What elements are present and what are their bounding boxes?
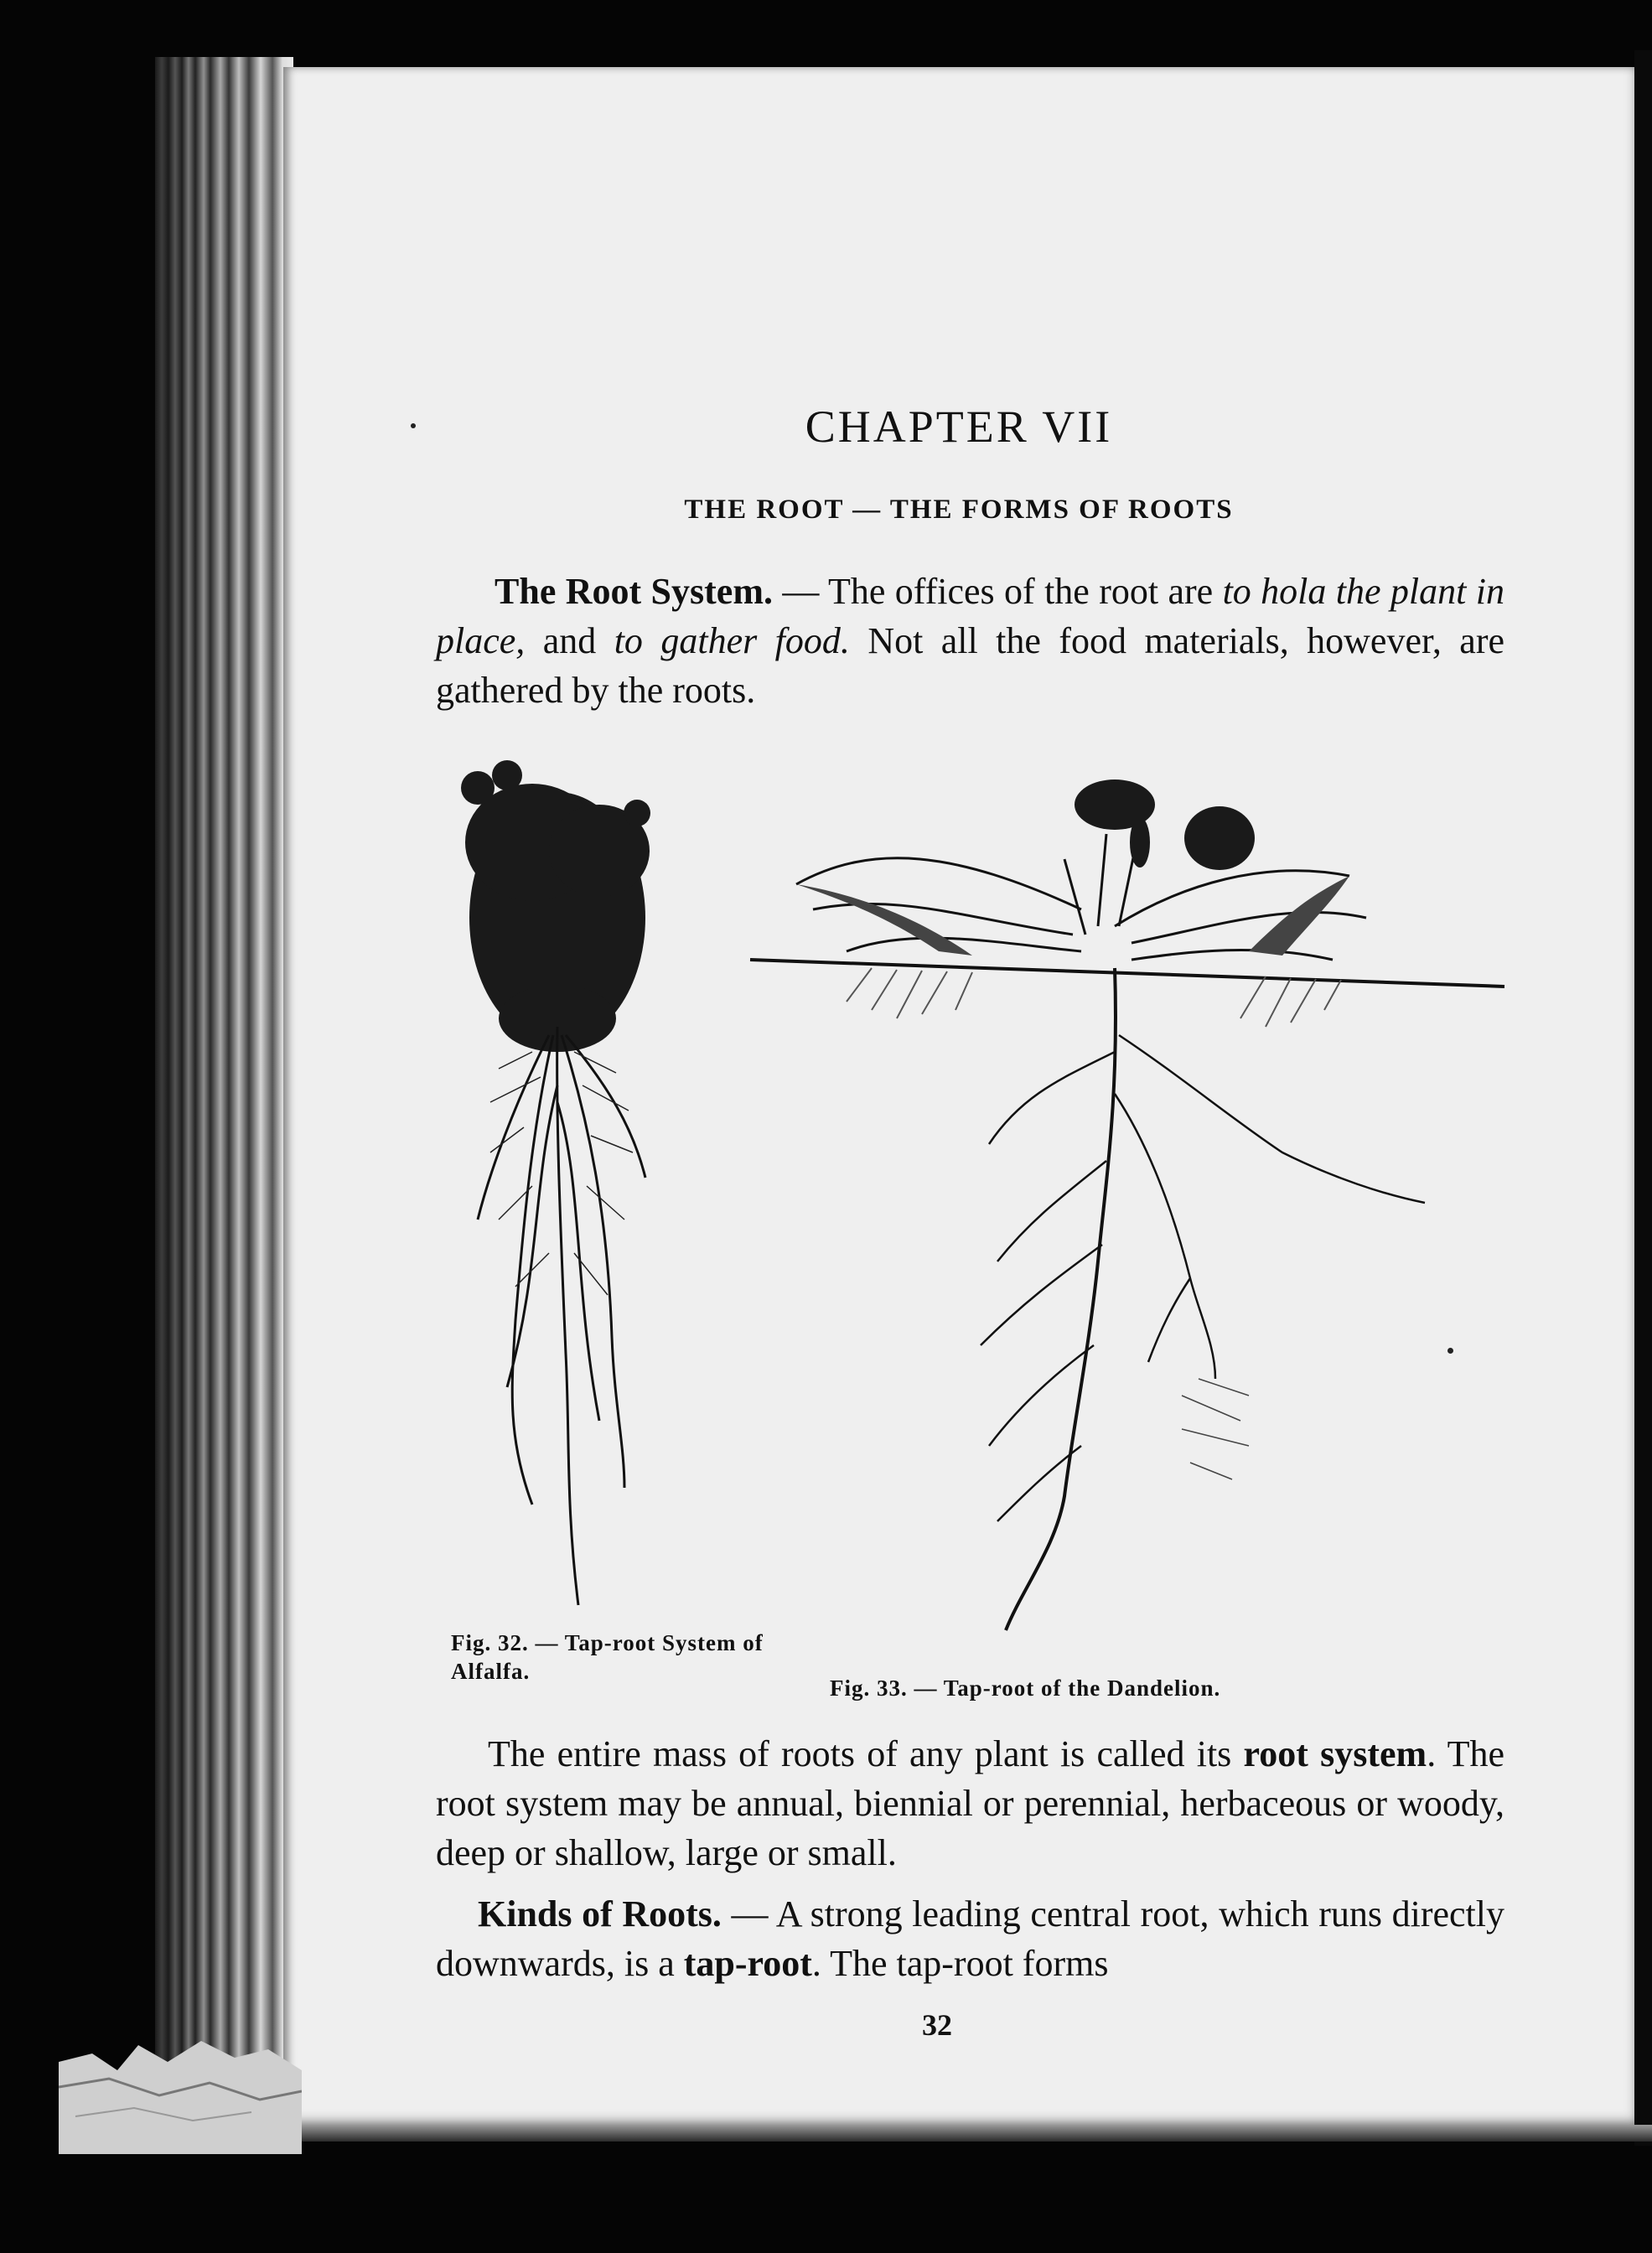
paragraph-text: . The tap-root forms bbox=[811, 1943, 1109, 1984]
scan-speck bbox=[1447, 1348, 1453, 1354]
book-bottom-edge bbox=[155, 2125, 1652, 2142]
book-page-edges bbox=[155, 57, 293, 2131]
paragraph-text: The entire mass of roots of any plant is called its bbox=[488, 1733, 1244, 1774]
torn-page-corner bbox=[59, 2037, 302, 2154]
term-root-system: root system bbox=[1243, 1733, 1427, 1774]
figure-32-caption: Fig. 32. — Tap-root System of Alfalfa. bbox=[451, 1630, 764, 1684]
chapter-subtitle: THE ROOT — THE FORMS OF ROOTS bbox=[684, 495, 1234, 525]
paragraph-text: — The offices of the root are bbox=[772, 571, 1223, 612]
paragraph-root-system-types bbox=[436, 1729, 1504, 1878]
emphasis-text: to gather food. bbox=[614, 620, 850, 661]
right-scan-border bbox=[1634, 50, 1652, 2146]
emphasis-text: to hola the plant in place, bbox=[436, 571, 1504, 661]
figure-33-caption: Fig. 33. — Tap-root of the Dandelion. bbox=[830, 1676, 1221, 1701]
alfalfa-taproot-illustration bbox=[432, 750, 683, 1618]
term-tap-root: tap-root bbox=[683, 1943, 812, 1984]
chapter-heading: CHAPTER VII bbox=[805, 401, 1113, 452]
paragraph-text: and bbox=[525, 620, 614, 661]
paragraph-kinds-of-roots bbox=[436, 1889, 1504, 1988]
kinds-of-roots-heading: Kinds of Roots. bbox=[478, 1893, 722, 1934]
paragraph-text: — A strong leading central root, which runs directly downwards, is a bbox=[436, 1893, 1505, 1984]
dandelion-taproot-illustration bbox=[746, 759, 1509, 1639]
paragraph-text: . The root system may be annual, biennial or perennial, herbaceous or woody, deep or shallow, large or small. bbox=[436, 1733, 1504, 1873]
root-system-heading: The Root System. bbox=[495, 571, 773, 612]
page-number: 32 bbox=[922, 2008, 952, 2042]
scan-speck bbox=[411, 423, 416, 428]
paragraph-text: Not all the food materials, however, are gathered by the roots. bbox=[436, 620, 1505, 711]
paragraph-root-system bbox=[436, 567, 1504, 715]
